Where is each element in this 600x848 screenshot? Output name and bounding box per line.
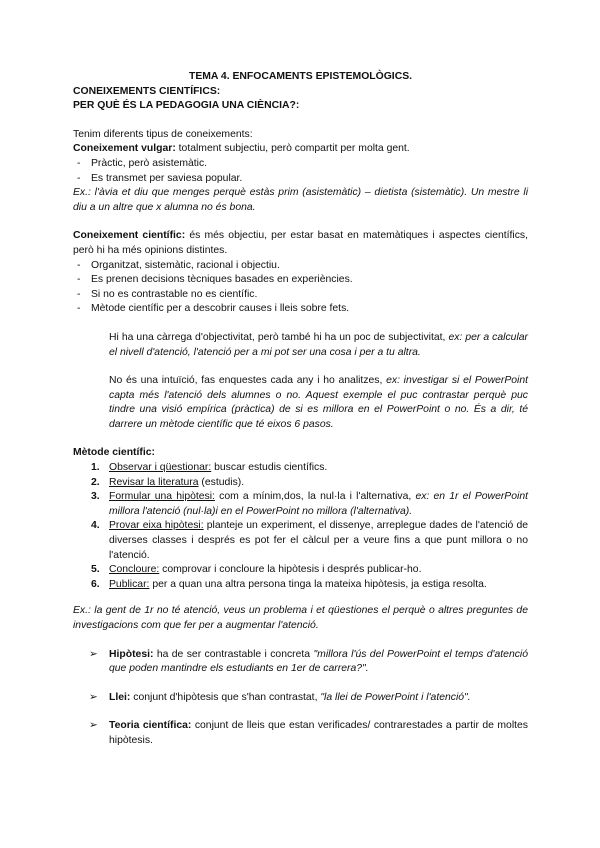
method-heading [73, 446, 528, 461]
method-step-3 [91, 490, 528, 519]
definition-example: "millora l'ús del PowerPoint el temps d'atenció que poden mantindre els estudiants en 1er de carrera?". [109, 648, 529, 675]
step-label: Concloure: [109, 564, 160, 576]
page-title: TEMA 4. ENFOCAMENTS EPISTEMOLÒGICS. [188, 71, 413, 82]
method-step-4 [91, 519, 529, 563]
step-text: (estudis). [198, 476, 245, 488]
scientific-paragraph-1 [73, 331, 528, 360]
definition-hypothesis [89, 648, 529, 677]
list-item: - Organitzat, sistemàtic, racional i objectiu. [91, 259, 528, 274]
step-label: Observar i qüestionar: [109, 462, 212, 474]
document-page [73, 70, 528, 763]
step-number: 2. [91, 476, 100, 488]
definitions-list [73, 648, 528, 749]
method-example: Ex.: la gent de 1r no té atenció, veus un problema i et qüestiones el perquè o altres preguntes de investigacions com que fer per a augmentar l'atenció. [73, 605, 528, 631]
definition-example: "la llei de PowerPoint i l'atenció". [320, 691, 471, 703]
vulgar-example-text: l'àvia et diu que menges perquè estàs prim (asistemàtic) – dietista (sistemàtic). Un mestre li diu a un altre que x alumna no és bona. [73, 187, 528, 213]
step-label: Provar eixa hipòtesi: [109, 520, 204, 532]
step-text: com a mínim,dos, la nul·la i l'alternativa, [214, 491, 416, 503]
section-heading-question: PER QUÈ ÉS LA PEDAGOGIA UNA CIÈNCIA?: [73, 100, 300, 112]
section-heading-knowledge: CONEIXEMENTS CIENTÍFICS: [73, 85, 221, 97]
definition-label: Llei: [109, 691, 131, 703]
paragraph-example: ex: per a calcular el nivell d'atenció, l'atenció per a mi pot ser una cosa i per a tu altra. [109, 331, 528, 358]
method-heading-text: Mètode científic: [73, 447, 155, 459]
step-example: ex: en 1r el PowerPoint millora l'atenció (nul·la)i en el PowerPoint no millora (l'alternativa). [109, 491, 528, 517]
list-item: - Si no es contrastable no es científic. [91, 288, 528, 303]
vulgar-example-label: Ex.: [73, 187, 91, 199]
definition-text: conjunt de lleis que estan verificades/ contrarestades a partir de moltes hipòtesis. [109, 720, 528, 746]
definition-label: Hipòtesi: [109, 648, 154, 660]
method-steps [73, 461, 528, 592]
list-item: - Es transmet per saviesa popular. [91, 172, 528, 187]
vulgar-text: totalment subjectiu, però compartit per molta gent. [175, 143, 410, 155]
step-number: 1. [91, 462, 100, 474]
arrow-bullet-icon: ➢ [89, 648, 98, 660]
definition-text: conjunt d'hipòtesis que s'han contrastat, [130, 691, 321, 703]
step-number: 4. [91, 520, 100, 532]
vulgar-example [73, 186, 528, 215]
list-item: - Mètode científic per a descobrir causes i lleis sobre fets. [91, 302, 528, 317]
arrow-bullet-icon: ➢ [89, 691, 98, 703]
step-text: buscar estudis científics. [211, 462, 328, 474]
arrow-bullet-icon: ➢ [89, 720, 98, 732]
step-text: planteje un experiment, el dissenye, arreplegue dades de l'atenció de diverses classes i després es pot fer el càlcul per a veure fins a que punt millora o no l'atenció. [109, 520, 529, 561]
list-item: - Es prenen decisions tècniques basades en experiències. [91, 273, 528, 288]
step-label: Publicar: [109, 578, 150, 590]
scientific-text: és més objectiu, per estar basat en matemàtiques i aspectes científics, però hi ha més opinions distintes. [73, 230, 528, 256]
definition-label: Teoria científica: [109, 720, 192, 732]
vulgar-list [73, 157, 528, 186]
scientific-definition [73, 229, 528, 258]
definition-theory [89, 719, 528, 748]
paragraph-text: Hi ha una càrrega d'objectivitat, però també hi ha un poc de subjectivitat, [109, 331, 449, 343]
step-text: per a quan una altra persona tinga la mateixa hipòtesis, ja estiga resolta. [149, 578, 487, 590]
scientific-label: Coneixement científic: [73, 230, 186, 242]
paragraph-text: No és una intuïció, fas enquestes cada any i ho analitzes, [109, 375, 387, 387]
definition-text: ha de ser contrastable i concreta [153, 648, 314, 660]
step-label: Formular una hipòtesi: [109, 491, 215, 503]
step-label: Revisar la literatura [109, 476, 199, 488]
definition-law [89, 691, 528, 706]
step-number: 5. [91, 564, 100, 576]
vulgar-label: Coneixement vulgar: [73, 143, 176, 155]
step-text: comprovar i concloure la hipòtesis i després publicar-ho. [159, 564, 422, 576]
paragraph-example: ex: investigar si el PowerPoint capta més l'atenció dels alumnes o no. Aquest exemple el puc contrastar perquè puc tindre una visió empírica (pràctica) de si es millora en el PowerPoint o no. És a dir, té darrere un mètode científic que té eixos 6 pasos. [109, 375, 528, 430]
vulgar-definition [73, 142, 528, 157]
method-step-2 [91, 476, 528, 491]
method-step-6 [91, 578, 528, 593]
step-number: 6. [91, 578, 100, 590]
list-item: - Pràctic, però asistemàtic. [91, 157, 528, 172]
step-number: 3. [91, 491, 100, 503]
scientific-list [73, 259, 528, 317]
intro-text: Tenim diferents tipus de coneixements: [73, 128, 253, 140]
method-step-1 [91, 461, 528, 476]
scientific-paragraph-2 [73, 374, 528, 432]
method-step-5 [91, 563, 528, 578]
